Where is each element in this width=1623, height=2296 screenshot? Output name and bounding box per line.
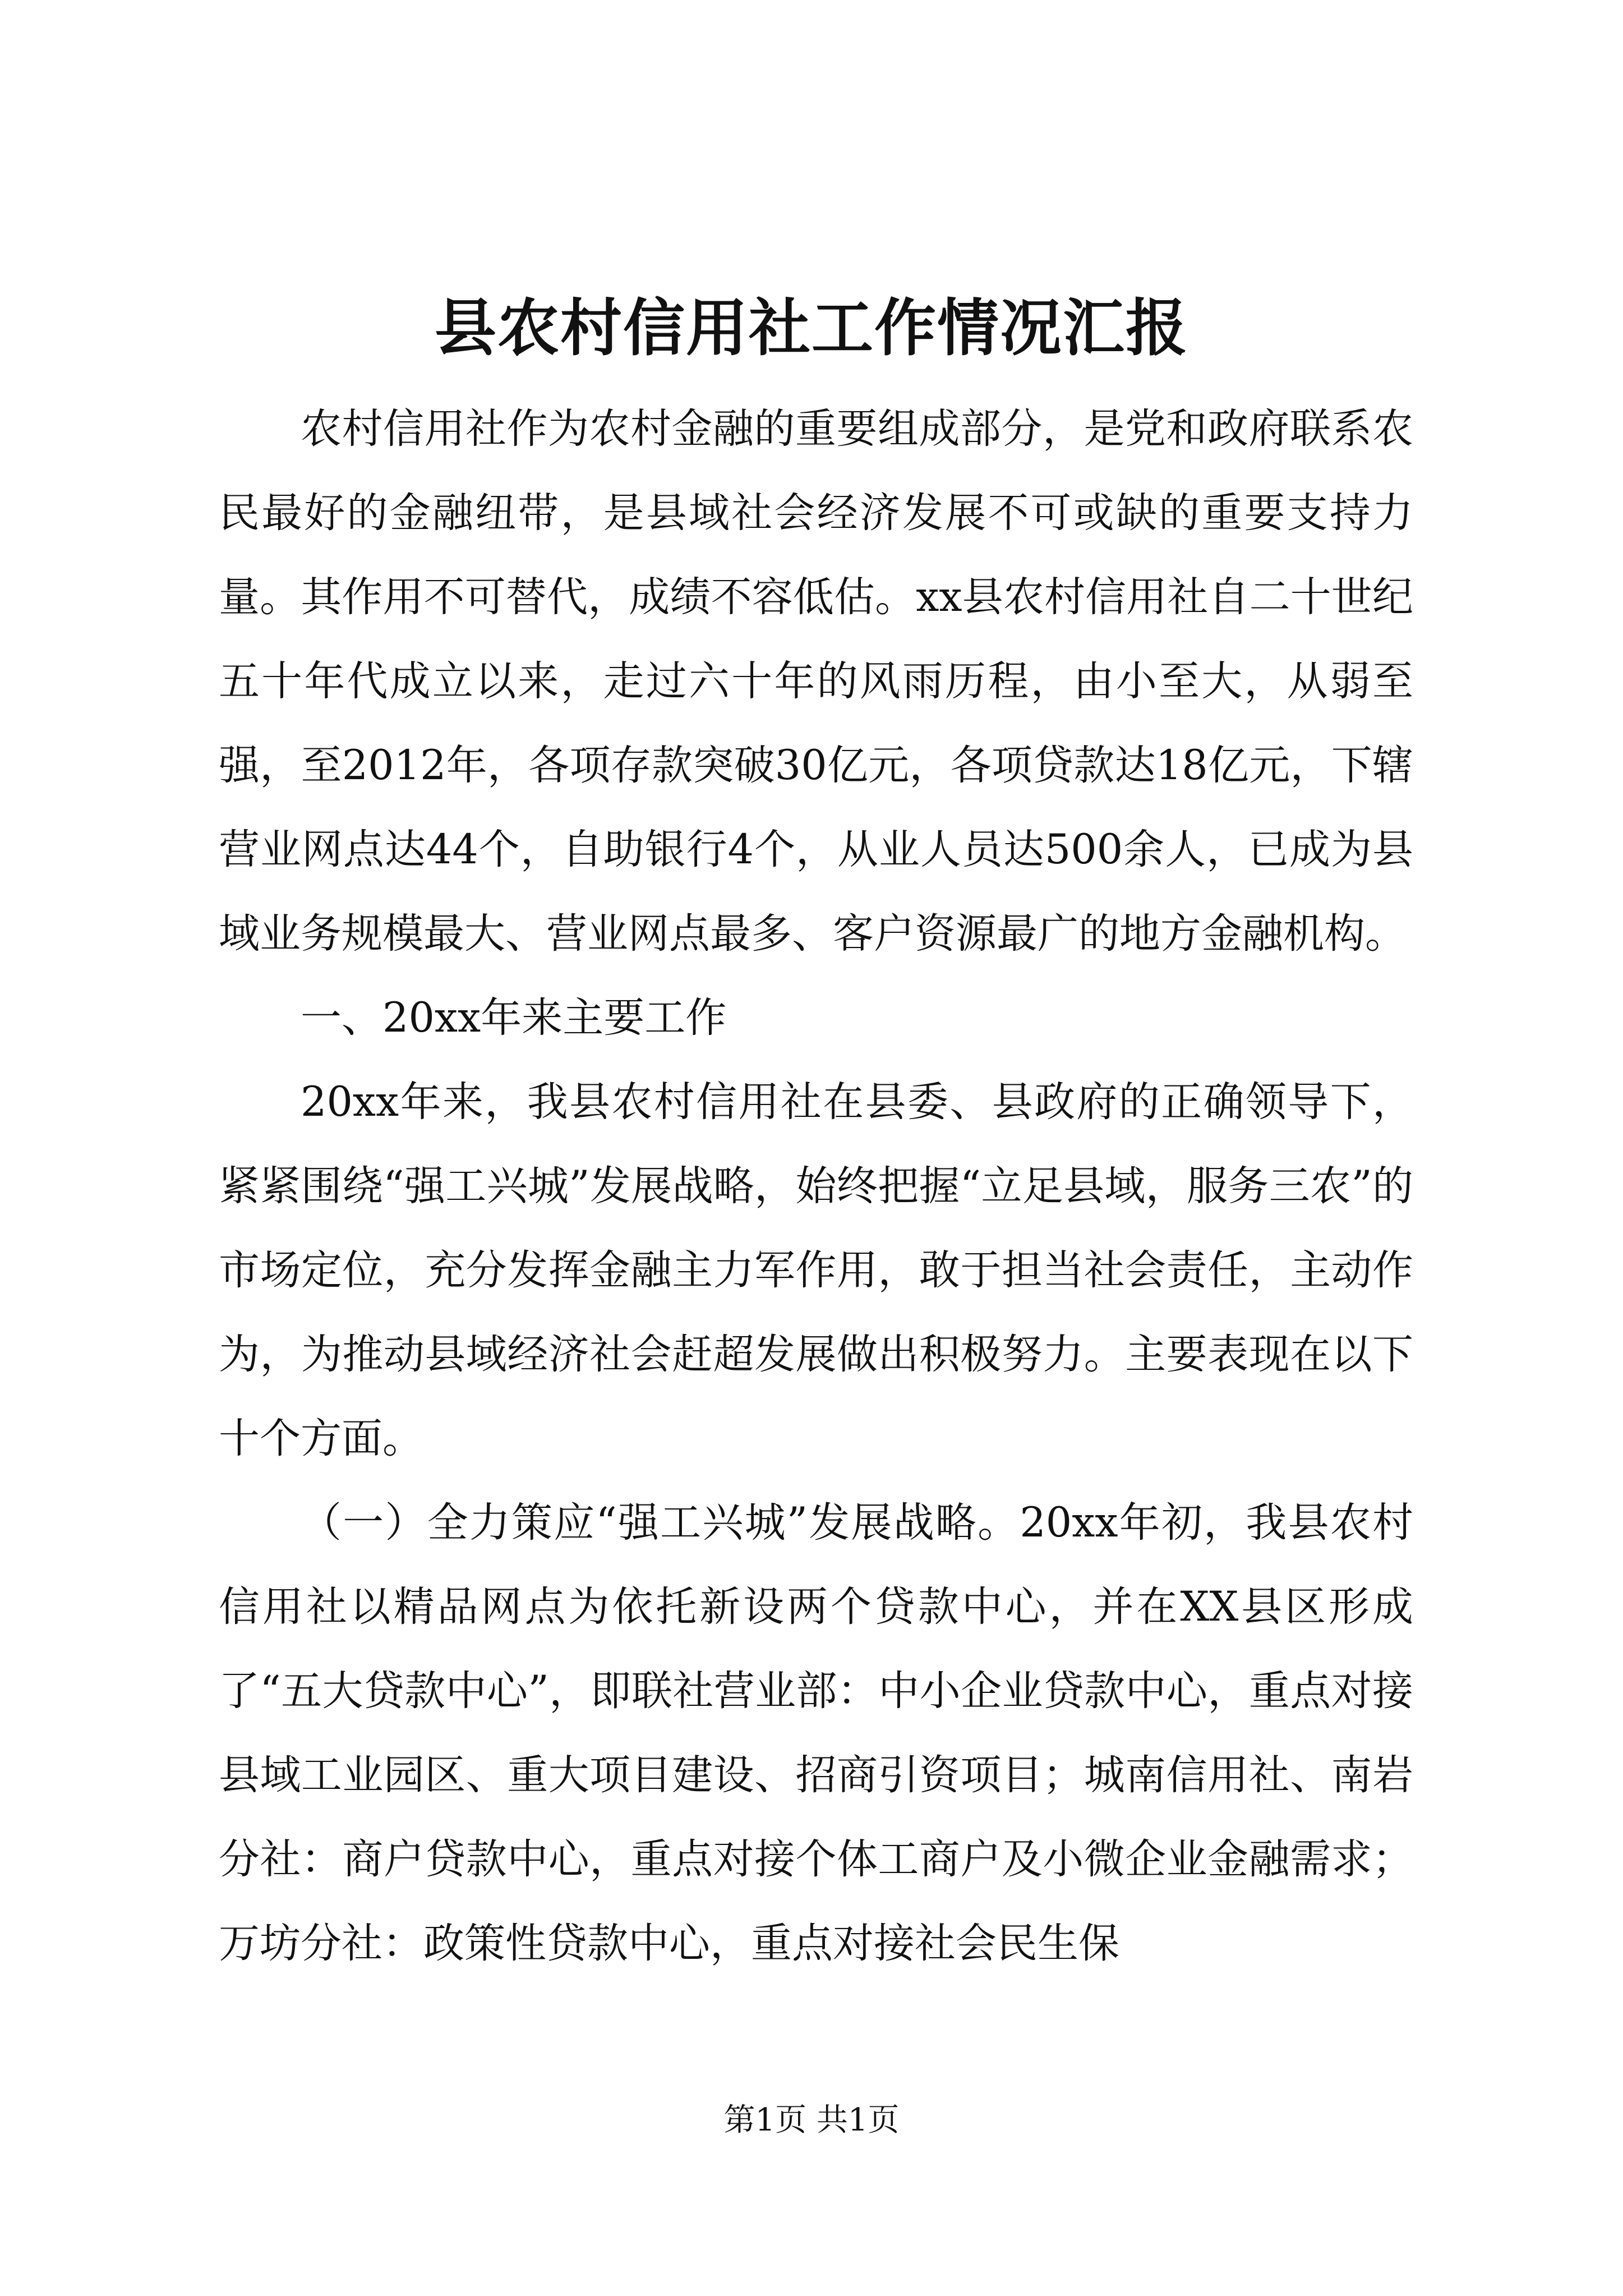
document-title: 县农村信用社工作情况汇报 [435, 292, 1188, 364]
page-footer: 第1页 共1页 [723, 2102, 900, 2138]
section-heading: 一、20xx年来主要工作 [301, 994, 727, 1042]
document-body [219, 387, 1413, 1986]
intro-paragraph: 农村信用社作为农村金融的重要组成部分，是党和政府联系农民最好的金融纽带，是县域社会经济发展不可或缺的重要支持力量。其作用不可替代，成绩不容低估。xx县农村信用社自二十世纪五十年代成立以来，走过六十年的风雨历程，由小至大，从弱至强，至2012年，各项存款突破30亿元，各项贷款达18亿元，下辖营业网点达44个，自助银行4个，从业人员达500余人，已成为县域业务规模最大、营业网点最多、客户资源最广的地方金融机构。 [219, 405, 1413, 958]
item-paragraph: （一）全力策应“强工兴城”发展战略。20xx年初，我县农村信用社以精品网点为依托新设两个贷款中心，并在XX县区形成了“五大贷款中心”，即联社营业部：中小企业贷款中心，重点对接县域工业园区、重大项目建设、招商引资项目；城南信用社、南岩分社：商户贷款中心，重点对接个体工商户及小微企业金融需求；万坊分社：政策性贷款中心，重点对接社会民生保 [219, 1499, 1413, 1967]
section-paragraph: 20xx年来，我县农村信用社在县委、县政府的正确领导下，紧紧围绕“强工兴城”发展战略，始终把握“立足县域，服务三农”的市场定位，充分发挥金融主力军作用，敢于担当社会责任，主动作为，为推动县域经济社会赶超发展做出积极努力。主要表现在以下十个方面。 [219, 1078, 1413, 1462]
